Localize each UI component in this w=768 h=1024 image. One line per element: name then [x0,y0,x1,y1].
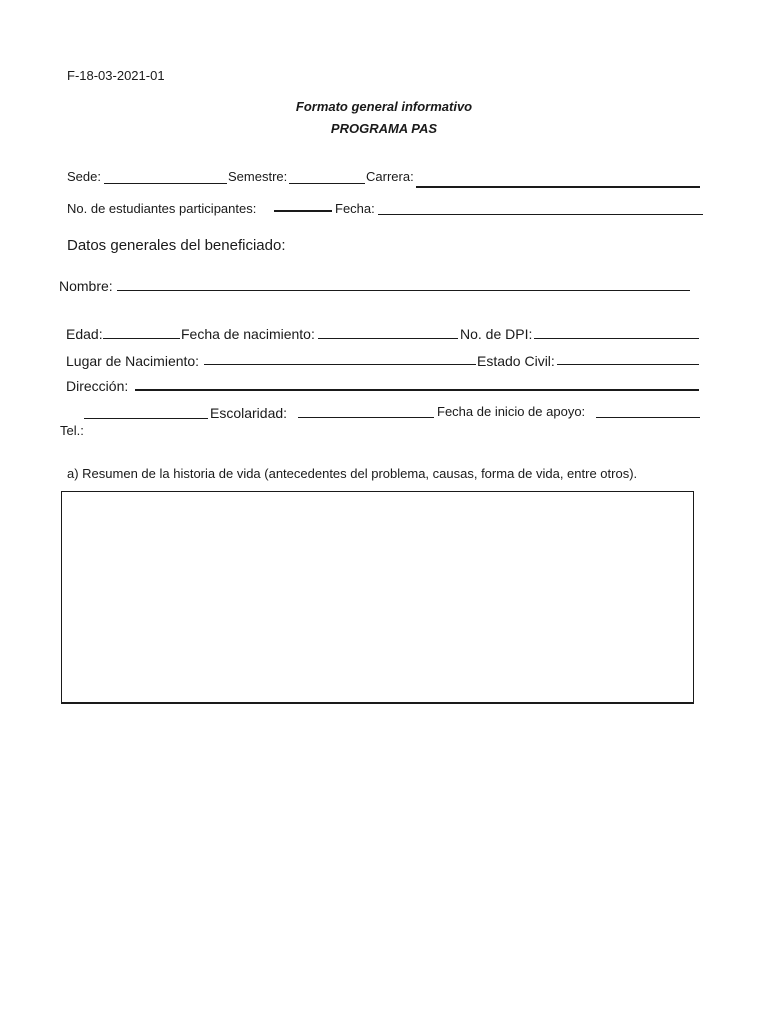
participantes-label: No. de estudiantes participantes: [67,201,257,216]
nombre-label: Nombre: [59,278,113,294]
form-code: F-18-03-2021-01 [67,68,165,83]
fecha-nacimiento-label: Fecha de nacimiento: [181,326,315,342]
nombre-field[interactable] [117,290,690,291]
edad-label: Edad: [66,326,103,342]
carrera-label: Carrera: [366,169,414,184]
sede-label: Sede: [67,169,101,184]
program-title: PROGRAMA PAS [330,121,438,136]
tel-field[interactable] [84,418,208,419]
fecha-nacimiento-field[interactable] [318,338,458,339]
direccion-field[interactable] [135,389,699,391]
semestre-field[interactable] [289,183,365,184]
estado-civil-field[interactable] [557,364,699,365]
escolaridad-field[interactable] [298,417,434,418]
participantes-field[interactable] [274,210,332,212]
semestre-label: Semestre: [228,169,288,184]
fecha-inicio-apoyo-label: Fecha de inicio de apoyo: [437,404,586,419]
summary-label: a) Resumen de la historia de vida (antecedentes del problema, causas, forma de vida, entre otros). [67,466,638,481]
fecha-inicio-apoyo-field[interactable] [596,417,700,418]
edad-field[interactable] [103,338,180,339]
form-title: Formato general informativo [295,99,473,114]
summary-textbox[interactable] [61,491,694,704]
dpi-field[interactable] [534,338,699,339]
fecha-field[interactable] [378,214,703,215]
escolaridad-label: Escolaridad: [210,405,288,421]
lugar-nacimiento-label: Lugar de Nacimiento: [66,353,200,369]
fecha-label: Fecha: [335,201,375,216]
sede-field[interactable] [104,183,227,184]
estado-civil-label: Estado Civil: [477,353,555,369]
dpi-label: No. de DPI: [460,326,533,342]
direccion-label: Dirección: [66,378,129,394]
beneficiary-heading: Datos generales del beneficiado: [67,237,286,254]
carrera-field[interactable] [416,186,700,188]
lugar-nacimiento-field[interactable] [204,364,476,365]
tel-label: Tel.: [60,423,84,438]
